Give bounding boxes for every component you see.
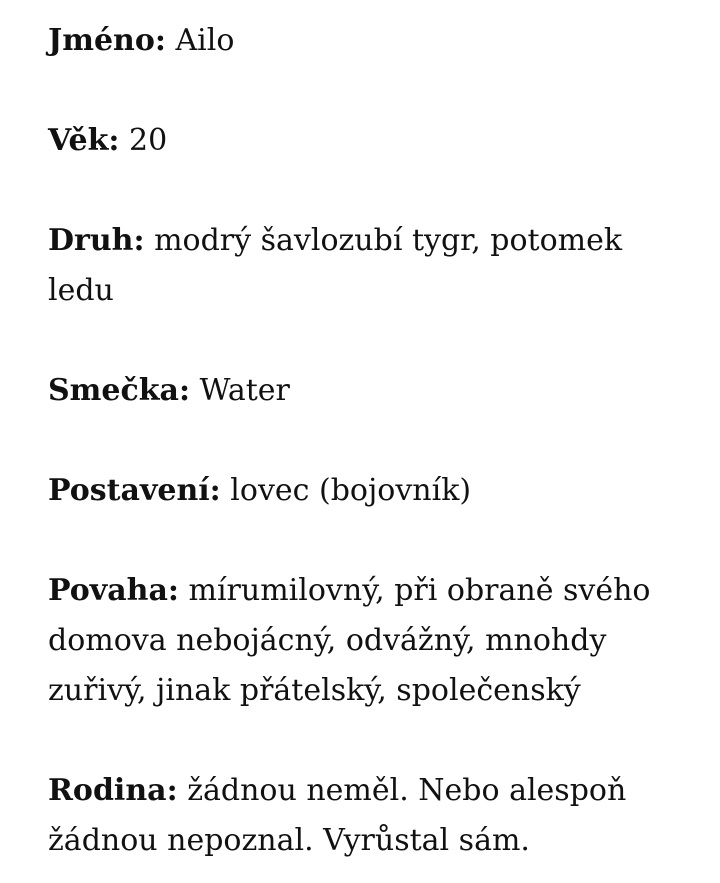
field-value: modrý šavlozubí tygr, potomek ledu: [48, 223, 623, 308]
field-value: 20: [129, 123, 168, 158]
field-label: Postavení:: [48, 473, 221, 508]
field-species: [48, 216, 688, 316]
field-label: Smečka:: [48, 373, 191, 408]
field-age: [48, 116, 688, 166]
field-value: žádnou neměl. Nebo alespoň žádnou nepoznal. Vyrůstal sám.: [48, 773, 627, 858]
field-value: mírumilovný, při obraně svého domova nebojácný, odvážný, mnohdy zuřivý, jinak přátelský, společenský: [48, 573, 651, 708]
field-family: [48, 766, 688, 866]
field-label: Věk:: [48, 123, 120, 158]
field-personality: [48, 566, 688, 716]
field-label: Povaha:: [48, 573, 179, 608]
field-pack: [48, 366, 688, 416]
field-label: Rodina:: [48, 773, 178, 808]
field-value: Water: [199, 373, 290, 408]
field-value: Ailo: [175, 23, 235, 58]
field-label: Jméno:: [48, 23, 166, 58]
field-name: [48, 16, 688, 66]
character-profile: [48, 16, 688, 866]
field-value: lovec (bojovník): [230, 473, 472, 508]
field-position: [48, 466, 688, 516]
field-label: Druh:: [48, 223, 145, 258]
